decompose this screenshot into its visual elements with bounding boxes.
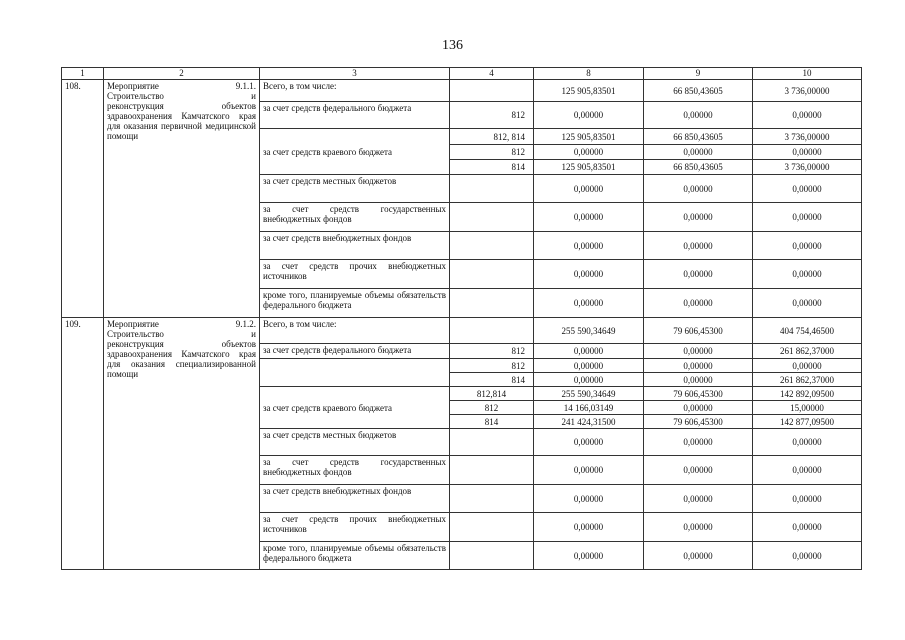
event-description: Мероприятие 9.1.2. Строительство и реконструкция объектов здравоохранения Камчатского края для оказания специализированной помощи (104, 318, 260, 570)
value-cell: 0,00000 (644, 232, 753, 260)
value-cell: 0,00000 (753, 102, 862, 129)
source-label: за счет средств местных бюджетов (260, 175, 450, 203)
value-cell: 404 754,46500 (753, 318, 862, 344)
col-header: 2 (104, 68, 260, 80)
page-number: 136 (442, 38, 463, 53)
row-index: 109. (62, 318, 104, 570)
value-cell: 255 590,34649 (534, 318, 644, 344)
value-cell: 3 736,00000 (753, 80, 862, 102)
value-cell: 0,00000 (644, 102, 753, 129)
code-cell: 812 (450, 145, 534, 160)
value-cell: 79 606,45300 (644, 318, 753, 344)
code-cell (450, 175, 534, 203)
source-label: за счет средств государственных внебюджетных фондов (260, 456, 450, 485)
value-cell: 125 905,83501 (534, 129, 644, 145)
source-label: за счет средств внебюджетных фондов (260, 232, 450, 260)
value-cell: 0,00000 (644, 175, 753, 203)
value-cell: 0,00000 (534, 373, 644, 387)
value-cell: 0,00000 (753, 513, 862, 542)
code-cell: 814 (450, 415, 534, 429)
value-cell: 0,00000 (534, 203, 644, 232)
row-index: 108. (62, 80, 104, 318)
source-label: за счет средств краевого бюджета (260, 387, 450, 429)
code-cell (450, 260, 534, 289)
source-label: за счет средств прочих внебюджетных источников (260, 260, 450, 289)
code-cell (450, 232, 534, 260)
value-cell: 0,00000 (644, 456, 753, 485)
code-cell: 814 (450, 373, 534, 387)
value-cell: 0,00000 (644, 260, 753, 289)
source-label: за счет средств местных бюджетов (260, 429, 450, 456)
value-cell: 0,00000 (753, 175, 862, 203)
value-cell: 0,00000 (644, 203, 753, 232)
value-cell: 0,00000 (534, 289, 644, 318)
code-cell (450, 318, 534, 344)
col-header: 9 (644, 68, 753, 80)
header-row (62, 68, 862, 80)
col-header: 1 (62, 68, 104, 80)
code-cell (450, 203, 534, 232)
value-cell: 0,00000 (534, 102, 644, 129)
value-cell: 0,00000 (753, 429, 862, 456)
value-cell: 0,00000 (753, 203, 862, 232)
code-cell: 812,814 (450, 387, 534, 401)
value-cell: 0,00000 (644, 542, 753, 570)
value-cell: 0,00000 (644, 401, 753, 415)
value-cell: 125 905,83501 (534, 160, 644, 175)
value-cell: 125 905,83501 (534, 80, 644, 102)
code-cell: 812 (450, 401, 534, 415)
code-cell (450, 429, 534, 456)
value-cell: 0,00000 (644, 344, 753, 359)
value-cell: 142 892,09500 (753, 387, 862, 401)
value-cell: 0,00000 (753, 289, 862, 318)
value-cell: 0,00000 (753, 456, 862, 485)
value-cell: 0,00000 (534, 429, 644, 456)
value-cell: 142 877,09500 (753, 415, 862, 429)
col-header: 4 (450, 68, 534, 80)
code-cell (450, 485, 534, 513)
source-label: за счет средств федерального бюджета (260, 344, 450, 359)
code-cell (450, 80, 534, 102)
value-cell: 0,00000 (534, 344, 644, 359)
source-label: за счет средств краевого бюджета (260, 129, 450, 175)
value-cell: 14 166,03149 (534, 401, 644, 415)
code-cell (450, 289, 534, 318)
code-cell (450, 513, 534, 542)
value-cell: 0,00000 (534, 232, 644, 260)
value-cell: 15,00000 (753, 401, 862, 415)
code-cell: 812 (450, 359, 534, 373)
value-cell: 66 850,43605 (644, 129, 753, 145)
source-label: за счет средств внебюджетных фондов (260, 485, 450, 513)
value-cell: 0,00000 (753, 359, 862, 373)
value-cell: 0,00000 (534, 175, 644, 203)
value-cell: 0,00000 (644, 513, 753, 542)
source-label: Всего, в том числе: (260, 318, 450, 344)
value-cell: 0,00000 (534, 456, 644, 485)
value-cell: 0,00000 (534, 485, 644, 513)
code-cell: 814 (450, 160, 534, 175)
source-label: за счет средств прочих внебюджетных источников (260, 513, 450, 542)
table-row (62, 80, 862, 102)
code-cell (450, 456, 534, 485)
value-cell: 0,00000 (753, 260, 862, 289)
value-cell: 0,00000 (753, 542, 862, 570)
value-cell: 255 590,34649 (534, 387, 644, 401)
value-cell: 0,00000 (534, 359, 644, 373)
value-cell: 261 862,37000 (753, 373, 862, 387)
value-cell: 0,00000 (534, 542, 644, 570)
value-cell: 0,00000 (644, 359, 753, 373)
code-cell: 812 (450, 102, 534, 129)
code-cell (450, 542, 534, 570)
value-cell: 0,00000 (644, 429, 753, 456)
value-cell: 241 424,31500 (534, 415, 644, 429)
value-cell: 3 736,00000 (753, 160, 862, 175)
value-cell: 66 850,43605 (644, 80, 753, 102)
value-cell: 0,00000 (644, 289, 753, 318)
budget-table (61, 67, 862, 570)
value-cell: 66 850,43605 (644, 160, 753, 175)
table-row (62, 318, 862, 344)
value-cell: 3 736,00000 (753, 129, 862, 145)
col-header: 8 (534, 68, 644, 80)
value-cell: 0,00000 (644, 485, 753, 513)
source-label: кроме того, планируемые объемы обязательств федерального бюджета (260, 289, 450, 318)
source-label: Всего, в том числе: (260, 80, 450, 102)
col-header: 3 (260, 68, 450, 80)
source-label: за счет средств государственных внебюджетных фондов (260, 203, 450, 232)
source-label (260, 359, 450, 387)
value-cell: 79 606,45300 (644, 387, 753, 401)
event-description: Мероприятие 9.1.1. Строительство и реконструкция объектов здравоохранения Камчатского края для оказания первичной медицинской помощи (104, 80, 260, 318)
code-cell: 812 (450, 344, 534, 359)
value-cell: 0,00000 (534, 260, 644, 289)
col-header: 10 (753, 68, 862, 80)
value-cell: 0,00000 (534, 513, 644, 542)
source-label: кроме того, планируемые объемы обязательств федерального бюджета (260, 542, 450, 570)
value-cell: 0,00000 (644, 145, 753, 160)
value-cell: 261 862,37000 (753, 344, 862, 359)
source-label: за счет средств федерального бюджета (260, 102, 450, 129)
value-cell: 0,00000 (753, 145, 862, 160)
value-cell: 79 606,45300 (644, 415, 753, 429)
code-cell: 812, 814 (450, 129, 534, 145)
value-cell: 0,00000 (534, 145, 644, 160)
value-cell: 0,00000 (753, 485, 862, 513)
value-cell: 0,00000 (644, 373, 753, 387)
value-cell: 0,00000 (753, 232, 862, 260)
